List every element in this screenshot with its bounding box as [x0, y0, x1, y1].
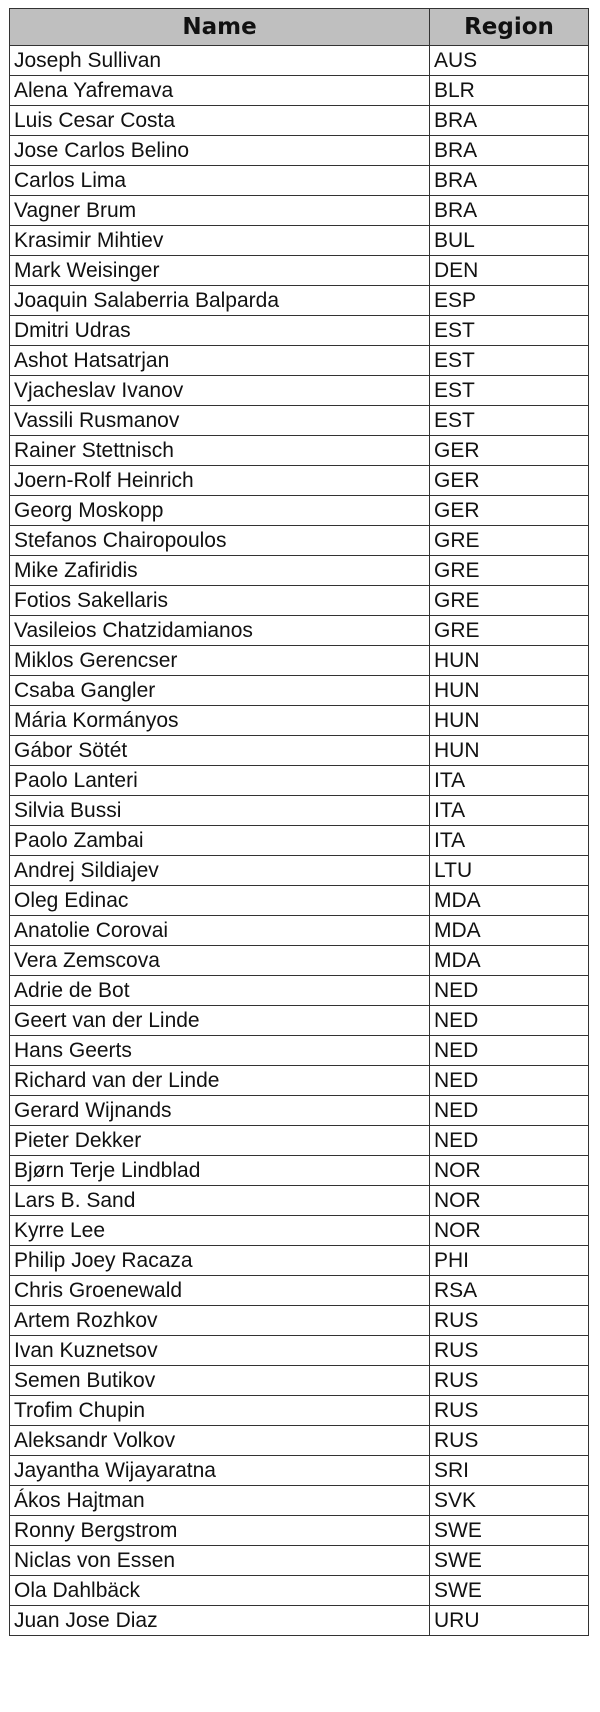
region-cell: EST: [430, 346, 589, 376]
region-cell: SWE: [430, 1546, 589, 1576]
name-cell: Chris Groenewald: [10, 1276, 430, 1306]
name-cell: Mark Weisinger: [10, 256, 430, 286]
region-cell: RUS: [430, 1306, 589, 1336]
table-row: [10, 76, 589, 106]
region-cell: EST: [430, 316, 589, 346]
table-row: [10, 1246, 589, 1276]
region-cell: PHI: [430, 1246, 589, 1276]
region-cell: NED: [430, 1126, 589, 1156]
spreadsheet: [9, 8, 588, 1636]
region-cell: RUS: [430, 1426, 589, 1456]
region-cell: ESP: [430, 286, 589, 316]
name-cell: Niclas von Essen: [10, 1546, 430, 1576]
table-row: [10, 466, 589, 496]
name-cell: Geert van der Linde: [10, 1006, 430, 1036]
region-cell: RUS: [430, 1336, 589, 1366]
table-row: [10, 1456, 589, 1486]
name-cell: Andrej Sildiajev: [10, 856, 430, 886]
name-cell: Pieter Dekker: [10, 1126, 430, 1156]
name-cell: Bjørn Terje Lindblad: [10, 1156, 430, 1186]
table-row: [10, 586, 589, 616]
table-body: [10, 46, 589, 1636]
table-row: [10, 166, 589, 196]
name-cell: Joaquin Salaberria Balparda: [10, 286, 430, 316]
region-cell: GRE: [430, 526, 589, 556]
name-cell: Vagner Brum: [10, 196, 430, 226]
region-cell: RUS: [430, 1396, 589, 1426]
name-cell: Anatolie Corovai: [10, 916, 430, 946]
name-cell: Kyrre Lee: [10, 1216, 430, 1246]
region-cell: NED: [430, 1006, 589, 1036]
region-cell: RSA: [430, 1276, 589, 1306]
region-cell: BRA: [430, 196, 589, 226]
region-cell: NED: [430, 1096, 589, 1126]
region-cell: GER: [430, 466, 589, 496]
table-row: [10, 346, 589, 376]
region-cell: HUN: [430, 706, 589, 736]
table-row: [10, 1396, 589, 1426]
name-cell: Silvia Bussi: [10, 796, 430, 826]
name-cell: Adrie de Bot: [10, 976, 430, 1006]
table-row: [10, 316, 589, 346]
region-cell: NOR: [430, 1216, 589, 1246]
region-cell: MDA: [430, 916, 589, 946]
name-cell: Mike Zafiridis: [10, 556, 430, 586]
table-row: [10, 1606, 589, 1636]
table-row: [10, 1426, 589, 1456]
region-cell: BRA: [430, 106, 589, 136]
table-row: [10, 1066, 589, 1096]
table-row: [10, 436, 589, 466]
region-cell: HUN: [430, 736, 589, 766]
region-cell: NED: [430, 1066, 589, 1096]
region-cell: DEN: [430, 256, 589, 286]
region-cell: EST: [430, 406, 589, 436]
name-cell: Lars B. Sand: [10, 1186, 430, 1216]
region-cell: NOR: [430, 1186, 589, 1216]
region-cell: BRA: [430, 136, 589, 166]
name-cell: Georg Moskopp: [10, 496, 430, 526]
name-cell: Luis Cesar Costa: [10, 106, 430, 136]
name-cell: Artem Rozhkov: [10, 1306, 430, 1336]
table-row: [10, 616, 589, 646]
name-cell: Ivan Kuznetsov: [10, 1336, 430, 1366]
name-cell: Trofim Chupin: [10, 1396, 430, 1426]
table-row: [10, 976, 589, 1006]
table-row: [10, 706, 589, 736]
name-cell: Aleksandr Volkov: [10, 1426, 430, 1456]
table-row: [10, 766, 589, 796]
region-cell: ITA: [430, 826, 589, 856]
name-cell: Vera Zemscova: [10, 946, 430, 976]
table-row: [10, 796, 589, 826]
name-cell: Ákos Hajtman: [10, 1486, 430, 1516]
region-cell: GRE: [430, 556, 589, 586]
name-cell: Krasimir Mihtiev: [10, 226, 430, 256]
name-cell: Ola Dahlbäck: [10, 1576, 430, 1606]
region-cell: SWE: [430, 1516, 589, 1546]
table-row: [10, 916, 589, 946]
region-cell: BLR: [430, 76, 589, 106]
name-cell: Vjacheslav Ivanov: [10, 376, 430, 406]
name-cell: Miklos Gerencser: [10, 646, 430, 676]
name-cell: Fotios Sakellaris: [10, 586, 430, 616]
table-row: [10, 1516, 589, 1546]
table-row: [10, 1576, 589, 1606]
region-cell: EST: [430, 376, 589, 406]
name-cell: Stefanos Chairopoulos: [10, 526, 430, 556]
table-row: [10, 1306, 589, 1336]
region-cell: NED: [430, 976, 589, 1006]
region-cell: SRI: [430, 1456, 589, 1486]
region-cell: MDA: [430, 886, 589, 916]
name-cell: Gábor Sötét: [10, 736, 430, 766]
name-cell: Alena Yafremava: [10, 76, 430, 106]
table-row: [10, 886, 589, 916]
table-row: [10, 1366, 589, 1396]
name-cell: Philip Joey Racaza: [10, 1246, 430, 1276]
region-cell: HUN: [430, 676, 589, 706]
region-cell: SWE: [430, 1576, 589, 1606]
name-cell: Gerard Wijnands: [10, 1096, 430, 1126]
table-row: [10, 1036, 589, 1066]
region-cell: SVK: [430, 1486, 589, 1516]
name-column-header: Name: [10, 9, 430, 46]
table-row: [10, 226, 589, 256]
table-row: [10, 136, 589, 166]
name-cell: Oleg Edinac: [10, 886, 430, 916]
table-row: [10, 496, 589, 526]
region-cell: GER: [430, 496, 589, 526]
name-cell: Carlos Lima: [10, 166, 430, 196]
name-cell: Semen Butikov: [10, 1366, 430, 1396]
table-row: [10, 196, 589, 226]
name-cell: Jayantha Wijayaratna: [10, 1456, 430, 1486]
region-cell: BRA: [430, 166, 589, 196]
table-row: [10, 1096, 589, 1126]
region-cell: LTU: [430, 856, 589, 886]
table-row: [10, 1276, 589, 1306]
names-regions-table: [9, 8, 589, 1636]
region-cell: HUN: [430, 646, 589, 676]
name-cell: Juan Jose Diaz: [10, 1606, 430, 1636]
name-cell: Rainer Stettnisch: [10, 436, 430, 466]
table-row: [10, 46, 589, 76]
region-cell: ITA: [430, 766, 589, 796]
table-row: [10, 736, 589, 766]
table-row: [10, 406, 589, 436]
table-row: [10, 1186, 589, 1216]
table-row: [10, 1156, 589, 1186]
table-row: [10, 1006, 589, 1036]
name-cell: Hans Geerts: [10, 1036, 430, 1066]
region-cell: GRE: [430, 586, 589, 616]
table-row: [10, 256, 589, 286]
table-row: [10, 106, 589, 136]
table-row: [10, 526, 589, 556]
region-cell: MDA: [430, 946, 589, 976]
name-cell: Csaba Gangler: [10, 676, 430, 706]
table-row: [10, 1126, 589, 1156]
table-row: [10, 1336, 589, 1366]
region-cell: GRE: [430, 616, 589, 646]
name-cell: Richard van der Linde: [10, 1066, 430, 1096]
table-row: [10, 376, 589, 406]
region-cell: URU: [430, 1606, 589, 1636]
table-row: [10, 1486, 589, 1516]
region-cell: AUS: [430, 46, 589, 76]
table-row: [10, 646, 589, 676]
table-row: [10, 676, 589, 706]
name-cell: Dmitri Udras: [10, 316, 430, 346]
name-cell: Jose Carlos Belino: [10, 136, 430, 166]
region-cell: BUL: [430, 226, 589, 256]
name-cell: Ronny Bergstrom: [10, 1516, 430, 1546]
table-row: [10, 946, 589, 976]
name-cell: Paolo Zambai: [10, 826, 430, 856]
name-cell: Joern-Rolf Heinrich: [10, 466, 430, 496]
header-row: [10, 9, 589, 46]
region-cell: GER: [430, 436, 589, 466]
region-column-header: Region: [430, 9, 589, 46]
name-cell: Vasileios Chatzidamianos: [10, 616, 430, 646]
table-row: [10, 556, 589, 586]
name-cell: Vassili Rusmanov: [10, 406, 430, 436]
name-cell: Mária Kormányos: [10, 706, 430, 736]
region-cell: NED: [430, 1036, 589, 1066]
table-row: [10, 826, 589, 856]
table-row: [10, 286, 589, 316]
name-cell: Ashot Hatsatrjan: [10, 346, 430, 376]
name-cell: Joseph Sullivan: [10, 46, 430, 76]
region-cell: ITA: [430, 796, 589, 826]
table-row: [10, 1216, 589, 1246]
table-row: [10, 856, 589, 886]
region-cell: RUS: [430, 1366, 589, 1396]
name-cell: Paolo Lanteri: [10, 766, 430, 796]
table-row: [10, 1546, 589, 1576]
region-cell: NOR: [430, 1156, 589, 1186]
